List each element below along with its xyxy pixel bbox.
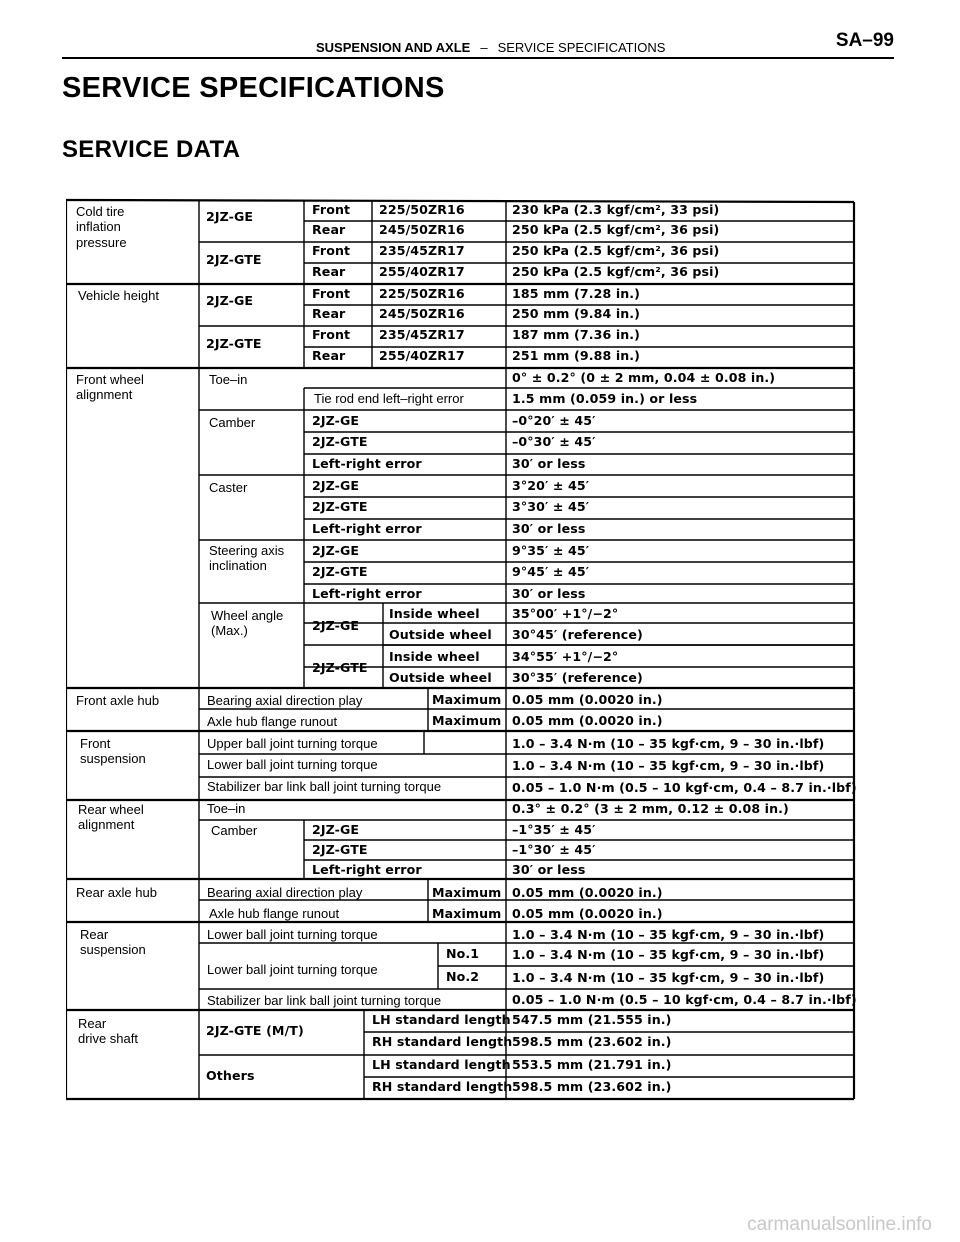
service-data-table: [66, 198, 856, 1101]
page-header: [62, 26, 894, 60]
label-front: Front: [312, 243, 351, 258]
item-stabilizer-torque: Stabilizer bar link ball joint turning torque: [207, 779, 442, 794]
spec-value: –1°30′ ± 45′: [512, 842, 596, 857]
label-rh-standard-length: RH standard length: [372, 1079, 513, 1094]
item-camber: Camber: [209, 415, 256, 430]
model-gte: 2JZ-GTE: [206, 336, 262, 351]
header-rule: [62, 57, 894, 59]
item-tie-rod-error: Tie rod end left–right error: [314, 391, 464, 406]
spec-value: 30°45′ (reference): [512, 627, 643, 642]
item-wheel-angle: Wheel angle (Max.): [211, 608, 284, 639]
label-maximum: Maximum: [432, 885, 502, 900]
label-left-right-error: Left-right error: [312, 862, 422, 877]
item-stabilizer-torque: Stabilizer bar link ball joint turning torque: [207, 993, 442, 1008]
category-rear-axle-hub: Rear axle hub: [76, 885, 157, 900]
page-number: SA–99: [835, 30, 894, 51]
spec-value: 251 mm (9.88 in.): [512, 348, 641, 363]
spec-value: 230 kPa (2.3 kgf/cm², 33 psi): [512, 202, 720, 217]
item-hub-runout: Axle hub flange runout: [209, 906, 340, 921]
label-front: Front: [312, 327, 351, 342]
model-gte: 2JZ-GTE: [312, 660, 368, 675]
spec-value: 553.5 mm (21.791 in.): [512, 1057, 672, 1072]
item-lower-ball-joint-torque: Lower ball joint turning torque: [207, 927, 378, 942]
tire-size: 225/50ZR16: [379, 202, 465, 217]
spec-value: 9°45′ ± 45′: [512, 564, 590, 579]
label-left-right-error: Left-right error: [312, 521, 422, 536]
header-section: SUSPENSION AND AXLE: [316, 40, 471, 55]
spec-value: 1.0 – 3.4 N·m (10 – 35 kgf·cm, 9 – 30 in.·lbf): [512, 758, 825, 773]
spec-value: 0° ± 0.2° (0 ± 2 mm, 0.04 ± 0.08 in.): [512, 370, 776, 385]
spec-value: 1.0 – 3.4 N·m (10 – 35 kgf·cm, 9 – 30 in.·lbf): [512, 970, 825, 985]
model-ge: 2JZ-GE: [312, 478, 360, 493]
header-subsection: SERVICE SPECIFICATIONS: [497, 40, 666, 55]
spec-value: 0.05 – 1.0 N·m (0.5 – 10 kgf·cm, 0.4 – 8.7 in.·lbf): [512, 992, 857, 1007]
model-gte: 2JZ-GTE: [312, 842, 368, 857]
spec-value: 547.5 mm (21.555 in.): [512, 1012, 672, 1027]
category-rear-suspension: Rear suspension: [80, 927, 146, 958]
label-outside-wheel: Outside wheel: [389, 670, 492, 685]
model-ge: 2JZ-GE: [206, 293, 254, 308]
item-toe-in: Toe–in: [209, 372, 248, 387]
label-left-right-error: Left-right error: [312, 456, 422, 471]
model-ge: 2JZ-GE: [312, 618, 360, 633]
spec-value: 0.05 mm (0.0020 in.): [512, 713, 663, 728]
item-camber: Camber: [211, 823, 258, 838]
spec-value: 9°35′ ± 45′: [512, 543, 590, 558]
model-ge: 2JZ-GE: [206, 209, 254, 224]
label-maximum: Maximum: [432, 906, 502, 921]
label-no2: No.2: [446, 969, 480, 984]
category-rear-wheel-alignment: Rear wheel alignment: [78, 802, 144, 833]
spec-value: 0.3° ± 0.2° (3 ± 2 mm, 0.12 ± 0.08 in.): [512, 801, 789, 816]
label-inside-wheel: Inside wheel: [389, 606, 480, 621]
label-lh-standard-length: LH standard length: [372, 1057, 511, 1072]
spec-value: 34°55′ +1°/−2°: [512, 649, 619, 664]
category-rear-drive-shaft: Rear drive shaft: [78, 1016, 138, 1047]
label-front: Front: [312, 202, 351, 217]
model-gte: 2JZ-GTE: [312, 499, 368, 514]
spec-value: 250 kPa (2.5 kgf/cm², 36 psi): [512, 222, 720, 237]
tire-size: 235/45ZR17: [379, 327, 465, 342]
tire-size: 235/45ZR17: [379, 243, 465, 258]
tire-size: 245/50ZR16: [379, 222, 465, 237]
spec-value: 0.05 mm (0.0020 in.): [512, 906, 663, 921]
spec-value: 250 kPa (2.5 kgf/cm², 36 psi): [512, 243, 720, 258]
category-front-wheel-alignment: Front wheel alignment: [76, 372, 144, 403]
spec-value: –0°20′ ± 45′: [512, 413, 596, 428]
label-left-right-error: Left-right error: [312, 586, 422, 601]
spec-value: 0.05 mm (0.0020 in.): [512, 885, 663, 900]
label-front: Front: [312, 286, 351, 301]
item-bearing-play: Bearing axial direction play: [207, 885, 363, 900]
category-cold-tire-pressure: Cold tire inflation pressure: [76, 204, 127, 250]
label-rh-standard-length: RH standard length: [372, 1034, 513, 1049]
spec-value: 250 mm (9.84 in.): [512, 306, 641, 321]
item-upper-ball-joint-torque: Upper ball joint turning torque: [207, 736, 378, 751]
item-caster: Caster: [209, 480, 248, 495]
spec-value: 598.5 mm (23.602 in.): [512, 1034, 672, 1049]
item-hub-runout: Axle hub flange runout: [207, 714, 338, 729]
spec-value: 1.0 – 3.4 N·m (10 – 35 kgf·cm, 9 – 30 in.·lbf): [512, 927, 825, 942]
spec-value: –1°35′ ± 45′: [512, 822, 596, 837]
page-title: SERVICE SPECIFICATIONS: [62, 72, 445, 104]
spec-value: 30′ or less: [512, 456, 586, 471]
tire-size: 255/40ZR17: [379, 348, 465, 363]
category-front-axle-hub: Front axle hub: [76, 693, 160, 708]
spec-value: 3°30′ ± 45′: [512, 499, 590, 514]
model-ge: 2JZ-GE: [312, 822, 360, 837]
label-rear: Rear: [312, 222, 346, 237]
label-outside-wheel: Outside wheel: [389, 627, 492, 642]
label-no1: No.1: [446, 946, 480, 961]
tire-size: 245/50ZR16: [379, 306, 465, 321]
tire-size: 255/40ZR17: [379, 264, 465, 279]
item-lower-ball-joint-torque: Lower ball joint turning torque: [207, 962, 378, 977]
header-separator: –: [480, 40, 488, 55]
spec-value: 0.05 – 1.0 N·m (0.5 – 10 kgf·cm, 0.4 – 8.7 in.·lbf): [512, 780, 857, 795]
spec-value: 35°00′ +1°/−2°: [512, 606, 619, 621]
spec-value: 185 mm (7.28 in.): [512, 286, 641, 301]
page-subtitle: SERVICE DATA: [62, 136, 241, 163]
spec-value: 187 mm (7.36 in.): [512, 327, 641, 342]
spec-value: –0°30′ ± 45′: [512, 434, 596, 449]
spec-value: 30′ or less: [512, 862, 586, 877]
spec-value: 3°20′ ± 45′: [512, 478, 590, 493]
spec-value: 0.05 mm (0.0020 in.): [512, 692, 663, 707]
model-gte: 2JZ-GTE: [206, 252, 262, 267]
model-gte: 2JZ-GTE: [312, 564, 368, 579]
spec-value: 30′ or less: [512, 586, 586, 601]
label-rear: Rear: [312, 348, 346, 363]
model-gte: 2JZ-GTE: [312, 434, 368, 449]
category-front-suspension: Front suspension: [80, 736, 146, 767]
watermark: carmanualsonline.info: [747, 1214, 932, 1235]
spec-value: 598.5 mm (23.602 in.): [512, 1079, 672, 1094]
item-steering-axis-inclination: Steering axis inclination: [209, 543, 285, 574]
label-inside-wheel: Inside wheel: [389, 649, 480, 664]
category-vehicle-height: Vehicle height: [78, 288, 159, 303]
label-lh-standard-length: LH standard length: [372, 1012, 511, 1027]
spec-value: 1.0 – 3.4 N·m (10 – 35 kgf·cm, 9 – 30 in.·lbf): [512, 736, 825, 751]
spec-value: 1.0 – 3.4 N·m (10 – 35 kgf·cm, 9 – 30 in.·lbf): [512, 947, 825, 962]
item-lower-ball-joint-torque: Lower ball joint turning torque: [207, 757, 378, 772]
spec-value: 30′ or less: [512, 521, 586, 536]
label-rear: Rear: [312, 264, 346, 279]
model-ge: 2JZ-GE: [312, 543, 360, 558]
spec-value: 1.5 mm (0.059 in.) or less: [512, 391, 698, 406]
spec-value: 30°35′ (reference): [512, 670, 643, 685]
item-bearing-play: Bearing axial direction play: [207, 693, 363, 708]
label-rear: Rear: [312, 306, 346, 321]
spec-value: 250 kPa (2.5 kgf/cm², 36 psi): [512, 264, 720, 279]
label-maximum: Maximum: [432, 713, 502, 728]
item-toe-in: Toe–in: [207, 801, 246, 816]
model-ge: 2JZ-GE: [312, 413, 360, 428]
model-others: Others: [206, 1068, 255, 1083]
label-maximum: Maximum: [432, 692, 502, 707]
model-gte-mt: 2JZ-GTE (M/T): [206, 1023, 304, 1038]
tire-size: 225/50ZR16: [379, 286, 465, 301]
